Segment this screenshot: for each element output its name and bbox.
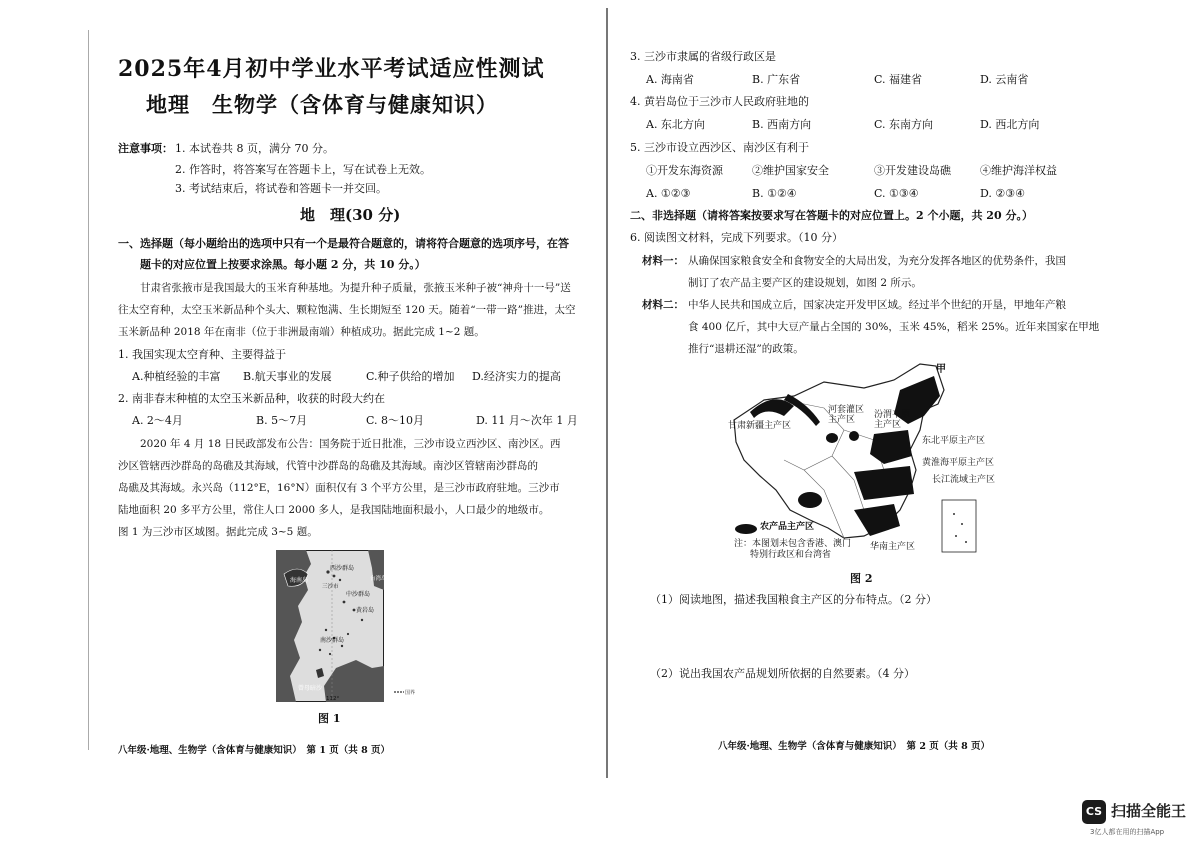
page-2-footer: 八年级·地理、生物学（含体育与健康知识） 第 2 页（共 8 页） xyxy=(718,741,991,752)
map1-label-zengmu: 曾母暗沙 xyxy=(298,685,323,692)
passage-1: 甘肃省张掖市是我国最大的玉米育种基地。为提升种子质量，张掖玉米种子被“神舟十一号”送 xyxy=(140,282,571,294)
q1-option-a: A.种植经验的丰富 xyxy=(132,370,221,383)
map2-label-gansu: 甘肃新疆主产区 xyxy=(728,421,792,431)
note-3: 3. 考试结束后，将试卷和答题卡一并交回。 xyxy=(175,182,387,195)
passage-2: 沙区管辖西沙群岛的岛礁及其海域，代管中沙群岛的岛礁及其海域。南沙区管辖南沙群岛的 xyxy=(118,460,538,472)
material-1: 制订了农产品主要产区的建设规划，如图 2 所示。 xyxy=(688,277,922,289)
question-5: 5. 三沙市设立西沙区、南沙区有利于 xyxy=(630,141,809,154)
map1-label-taiwan: 台湾岛 xyxy=(370,576,387,582)
map2-label-dongbei: 东北平原主产区 xyxy=(922,436,986,446)
q2-option-d: D. 11 月～次年 1 月 xyxy=(476,414,578,427)
right-page xyxy=(606,0,1200,847)
passage-1: 玉米新品种 2018 年在南非（位于非洲最南端）种植成功。据此完成 1~2 题。 xyxy=(118,326,485,338)
map2-legend-label: 农产品主产区 xyxy=(760,522,815,532)
map2-label-jia: 甲 xyxy=(936,364,946,375)
material-2: 推行“退耕还湿”的政策。 xyxy=(688,343,804,355)
map1-label-xisha: 西沙群岛 xyxy=(330,565,355,572)
material-2: 食 400 亿斤，其中大豆产量占全国的 30%，玉米 45%，稻米 25%。近年来国家在甲地 xyxy=(688,321,1100,333)
map2-note: 注：本图划未包含香港、澳门 xyxy=(734,539,852,549)
map1-label-nansha: 南沙群岛 xyxy=(320,637,345,644)
figure-1-caption: 图 1 xyxy=(318,712,341,725)
part1-instructions-2: 题卡的对应位置上按要求涂黑。每小题 2 分，共 10 分。） xyxy=(140,258,426,271)
material-2-label: 材料二： xyxy=(642,299,684,311)
q1-option-c: C.种子供给的增加 xyxy=(366,370,455,383)
passage-1: 往太空育种，太空玉米新品种个头大、颗粒饱满、生长期短至 120 天。随着“一带一路”推进，太空 xyxy=(118,304,576,316)
sub-question-1: （1）阅读地图，描述我国粮食主产区的分布特点。（2 分） xyxy=(650,593,937,606)
scanner-brand: 扫描全能王 xyxy=(1111,802,1187,820)
q5-item-3: ③开发建设岛礁 xyxy=(874,164,951,177)
figure-2-caption: 图 2 xyxy=(850,572,873,585)
scanner-slogan: 3亿人都在用的扫描App xyxy=(1090,828,1165,836)
q3-option-a: A. 海南省 xyxy=(646,73,694,86)
note-2: 2. 作答时，将答案写在答题卡上，写在试卷上无效。 xyxy=(175,163,431,176)
passage-2: 岛礁及其海域。永兴岛（112°E，16°N）面积仅有 3 个平方公里，是三沙市政府驻地。三沙市 xyxy=(118,482,560,494)
question-2: 2. 南非春末种植的太空玉米新品种，收获的时段大约在 xyxy=(118,392,385,405)
passage-2: 2020 年 4 月 18 日民政部发布公告：国务院于近日批准，三沙市设立西沙区、南沙区。西 xyxy=(140,438,561,450)
map2-label-changjiang: 长江流域主产区 xyxy=(932,475,996,485)
map1-legend xyxy=(394,688,424,702)
note-1: 1. 本试卷共 8 页，满分 70 分。 xyxy=(175,142,334,155)
q2-option-b: B. 5～7月 xyxy=(256,414,308,427)
scanner-logo: CS xyxy=(1082,800,1106,824)
q5-item-2: ②维护国家安全 xyxy=(752,164,829,177)
sansha-map xyxy=(276,550,387,702)
q1-option-d: D.经济实力的提高 xyxy=(472,370,561,383)
page-1-footer: 八年级·地理、生物学（含体育与健康知识） 第 1 页（共 8 页） xyxy=(118,745,391,756)
q3-option-c: C. 福建省 xyxy=(874,73,923,86)
passage-2: 陆地面积 20 多平方公里，常住人口 2000 多人，是我国陆地面积最小，人口最少的地级市。 xyxy=(118,504,550,516)
map2-label-huanan: 华南主产区 xyxy=(870,542,916,552)
map2-legend-swatch xyxy=(734,520,758,532)
map2-note: 特别行政区和台湾省 xyxy=(750,550,832,560)
q5-option-c: C. ①③④ xyxy=(874,187,919,200)
q2-option-c: C. 8～10月 xyxy=(366,414,425,427)
q5-option-b: B. ①②④ xyxy=(752,187,797,200)
map1-label-sansha: 三沙市 xyxy=(322,584,339,590)
q3-option-d: D. 云南省 xyxy=(980,73,1029,86)
question-3: 3. 三沙市隶属的省级行政区是 xyxy=(630,50,776,63)
question-4: 4. 黄岩岛位于三沙市人民政府驻地的 xyxy=(630,95,809,108)
q4-option-c: C. 东南方向 xyxy=(874,118,934,131)
q1-option-b: B.航天事业的发展 xyxy=(243,370,332,383)
map1-label-hainan: 海南岛 xyxy=(290,577,309,584)
q5-option-d: D. ②③④ xyxy=(980,187,1026,200)
part1-instructions: 一、选择题（每小题给出的选项中只有一个是最符合题意的，请将符合题意的选项序号，在答 xyxy=(118,237,569,250)
q5-item-1: ①开发东海资源 xyxy=(646,164,723,177)
q4-option-a: A. 东北方向 xyxy=(646,118,705,131)
passage-2: 图 1 为三沙市区域图。据此完成 3~5 题。 xyxy=(118,526,318,538)
q5-item-4: ④维护海洋权益 xyxy=(980,164,1057,177)
sub-question-2: （2）说出我国农产品规划所依据的自然要素。（4 分） xyxy=(650,667,915,680)
exam-title: 2025年4月初中学业水平考试适应性测试 xyxy=(118,56,545,82)
question-6: 6. 阅读图文材料，完成下列要求。（10 分） xyxy=(630,231,843,244)
q4-option-b: B. 西南方向 xyxy=(752,118,812,131)
q4-option-d: D. 西北方向 xyxy=(980,118,1040,131)
map1-label-zhongsha: 中沙群岛 xyxy=(346,591,371,598)
map1-label-huangyan: 黄岩岛 xyxy=(356,607,375,614)
material-1-label: 材料一： xyxy=(642,255,684,267)
section-title: 地 理(30 分) xyxy=(300,206,401,224)
map2-label-hetao: 河套灌区 主产区 xyxy=(828,405,865,425)
q5-option-a: A. ①②③ xyxy=(646,187,691,200)
map1-label-lon: 112° xyxy=(326,696,340,702)
q2-option-a: A. 2～4月 xyxy=(132,414,183,427)
question-1: 1. 我国实现太空育种、主要得益于 xyxy=(118,348,286,361)
material-1: 从确保国家粮食安全和食物安全的大局出发，为充分发挥各地区的优势条件，我国 xyxy=(688,255,1066,267)
map2-label-huanghuai: 黄淮海平原主产区 xyxy=(922,458,995,468)
map2-label-fenwei: 汾渭平原 主产区 xyxy=(874,410,911,430)
map1-legend-label: 国界 xyxy=(405,690,416,696)
part2-instructions: 二、非选择题（请将答案按要求写在答题卡的对应位置上。2 个小题，共 20 分。） xyxy=(630,209,1033,222)
q3-option-b: B. 广东省 xyxy=(752,73,801,86)
material-2: 中华人民共和国成立后，国家决定开发甲区域。经过半个世纪的开垦，甲地年产粮 xyxy=(688,299,1066,311)
notes-label: 注意事项： xyxy=(118,142,173,155)
exam-subtitle: 地理 生物学（含体育与健康知识） xyxy=(146,92,498,117)
